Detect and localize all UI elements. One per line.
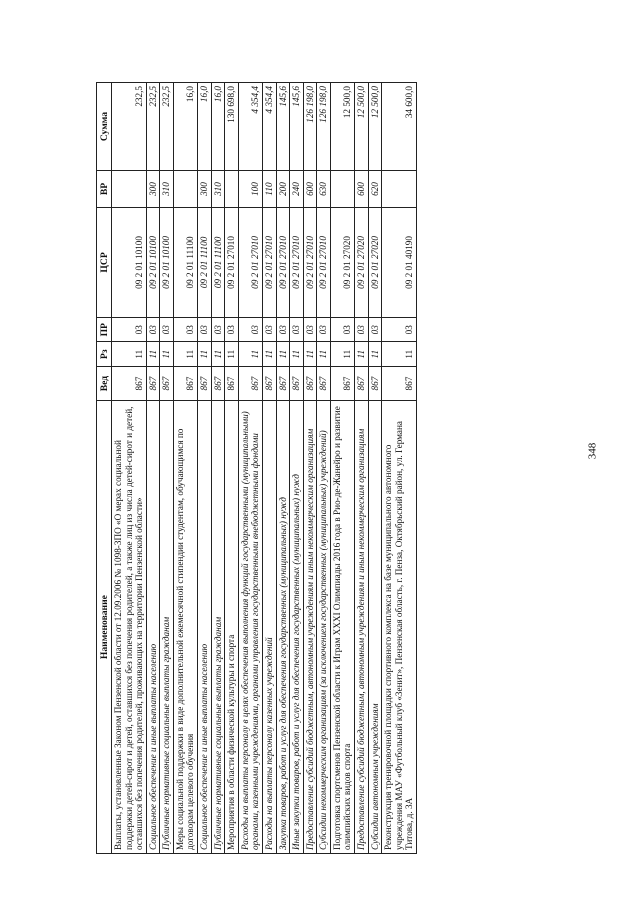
cell-csr: 09 2 01 27010 — [262, 207, 276, 317]
cell-sum: 232,5 — [160, 83, 174, 171]
cell-vr: 600 — [303, 171, 317, 208]
cell-csr: 09 2 01 27020 — [330, 207, 354, 317]
cell-name: Выплаты, установленные Законом Пензенской области от 12.09.2006 № 1098-ЗПО «О мерах социальной поддержки детей-сирот и детей, оставшихся без попечения родителей, а также лиц из числа детей-сирот и детей, оставшихся без попечения родителей, проживающих на территории Пензенской области» — [112, 401, 147, 854]
cell-pr: 03 — [160, 318, 174, 342]
cell-pr: 03 — [354, 318, 368, 342]
cell-ved: 867 — [211, 366, 225, 400]
table-row — [198, 83, 212, 854]
cell-pr: 03 — [368, 318, 382, 342]
table-row — [225, 83, 239, 854]
cell-csr: 09 2 01 10100 — [112, 207, 147, 317]
cell-name: Закупка товаров, работ и услуг для обеспечения государственных (муниципальных) нужд — [276, 401, 290, 854]
cell-ved: 867 — [160, 366, 174, 400]
cell-rz: 11 — [112, 342, 147, 366]
cell-csr: 09 2 01 11100 — [198, 207, 212, 317]
header-ved: Вед — [97, 366, 112, 400]
cell-vr: 300 — [198, 171, 212, 208]
cell-sum: 145,6 — [290, 83, 304, 171]
cell-vr: 630 — [317, 171, 331, 208]
cell-name: Мероприятия в области физической культуры и спорта — [225, 401, 239, 854]
cell-vr: 310 — [160, 171, 174, 208]
cell-rz: 11 — [211, 342, 225, 366]
cell-pr: 03 — [330, 318, 354, 342]
cell-name: Предоставление субсидий бюджетным, автономным учреждениям и иным некоммерческим организациям — [354, 401, 368, 854]
cell-csr: 09 2 01 27010 — [238, 207, 262, 317]
cell-pr: 03 — [198, 318, 212, 342]
cell-name: Субсидии автономным учреждениям — [368, 401, 382, 854]
cell-rz: 11 — [368, 342, 382, 366]
cell-pr: 03 — [276, 318, 290, 342]
cell-csr: 09 2 01 27010 — [290, 207, 304, 317]
cell-rz: 11 — [303, 342, 317, 366]
table-row — [112, 83, 147, 854]
cell-csr: 09 2 01 40190 — [382, 207, 417, 317]
cell-name: Предоставление субсидий бюджетным, автономным учреждениям и иным некоммерческим организациям — [303, 401, 317, 854]
budget-table — [96, 82, 417, 854]
cell-ved: 867 — [303, 366, 317, 400]
cell-ved: 867 — [262, 366, 276, 400]
cell-ved: 867 — [317, 366, 331, 400]
rotated-page — [96, 82, 621, 854]
table-row — [146, 83, 160, 854]
cell-sum: 16,0 — [211, 83, 225, 171]
cell-rz: 11 — [330, 342, 354, 366]
cell-csr: 09 2 01 27010 — [276, 207, 290, 317]
cell-vr — [225, 171, 239, 208]
cell-pr: 03 — [317, 318, 331, 342]
cell-rz: 11 — [146, 342, 160, 366]
cell-sum: 232,5 — [146, 83, 160, 171]
cell-pr: 03 — [173, 318, 197, 342]
cell-pr: 03 — [211, 318, 225, 342]
cell-ved: 867 — [368, 366, 382, 400]
cell-pr: 03 — [262, 318, 276, 342]
cell-pr: 03 — [238, 318, 262, 342]
header-sum: Сумма — [97, 83, 112, 171]
cell-vr: 620 — [368, 171, 382, 208]
cell-csr: 09 2 01 27010 — [317, 207, 331, 317]
table-row — [211, 83, 225, 854]
cell-sum: 16,0 — [198, 83, 212, 171]
header-name: Наименование — [97, 401, 112, 854]
cell-pr: 03 — [382, 318, 417, 342]
cell-name: Субсидии некоммерческим организациям (за исключением государственных (муниципальных) учреждений) — [317, 401, 331, 854]
cell-rz: 11 — [173, 342, 197, 366]
cell-ved: 867 — [146, 366, 160, 400]
table-row — [290, 83, 304, 854]
cell-rz: 11 — [225, 342, 239, 366]
cell-name: Социальное обеспечение и иные выплаты населению — [146, 401, 160, 854]
table-row — [262, 83, 276, 854]
cell-sum: 4 354,4 — [262, 83, 276, 171]
cell-ved: 867 — [382, 366, 417, 400]
cell-vr: 100 — [238, 171, 262, 208]
cell-sum: 130 698,0 — [225, 83, 239, 171]
cell-vr — [112, 171, 147, 208]
cell-csr: 09 2 01 10100 — [160, 207, 174, 317]
cell-csr: 09 2 01 10100 — [146, 207, 160, 317]
cell-rz: 11 — [382, 342, 417, 366]
cell-pr: 03 — [303, 318, 317, 342]
cell-name: Публичные нормативные социальные выплаты гражданам — [160, 401, 174, 854]
header-row — [97, 83, 112, 854]
cell-ved: 867 — [198, 366, 212, 400]
page-number: 348 — [585, 442, 598, 460]
cell-ved: 867 — [173, 366, 197, 400]
cell-ved: 867 — [290, 366, 304, 400]
header-pr: ПР — [97, 318, 112, 342]
cell-vr: 300 — [146, 171, 160, 208]
cell-ved: 867 — [238, 366, 262, 400]
table-row — [354, 83, 368, 854]
cell-vr: 310 — [211, 171, 225, 208]
cell-pr: 03 — [112, 318, 147, 342]
cell-name: Расходы на выплаты персоналу в целях обеспечения выполнения функций государственными (муниципальными) органами, казенными учреждениями, органами управления государственными внебюджетными фондами — [238, 401, 262, 854]
table-row — [330, 83, 354, 854]
cell-rz: 11 — [290, 342, 304, 366]
cell-csr: 09 2 01 27010 — [225, 207, 239, 317]
cell-sum: 16,0 — [173, 83, 197, 171]
cell-sum: 12 500,0 — [368, 83, 382, 171]
cell-sum: 34 600,0 — [382, 83, 417, 171]
cell-sum: 232,5 — [112, 83, 147, 171]
cell-csr: 09 2 01 27020 — [354, 207, 368, 317]
cell-sum: 4 354,4 — [238, 83, 262, 171]
cell-csr: 09 2 01 27010 — [303, 207, 317, 317]
cell-ved: 867 — [225, 366, 239, 400]
cell-sum: 145,6 — [276, 83, 290, 171]
cell-rz: 11 — [354, 342, 368, 366]
cell-name: Меры социальной поддержки в виде дополнительной ежемесячной стипендии студентам, обучающимся по договорам целевого обучения — [173, 401, 197, 854]
cell-ved: 867 — [330, 366, 354, 400]
header-rz: Рз — [97, 342, 112, 366]
cell-name: Подготовка спортсменов Пензенской области к Играм XXXI Олимпиады 2016 года в Рио-де-Жанейро и развитие олимпийских видов спорта — [330, 401, 354, 854]
cell-rz: 11 — [276, 342, 290, 366]
cell-vr — [173, 171, 197, 208]
cell-rz: 11 — [317, 342, 331, 366]
table-body — [112, 83, 417, 854]
cell-pr: 03 — [290, 318, 304, 342]
table-row — [276, 83, 290, 854]
table-row — [160, 83, 174, 854]
cell-pr: 03 — [146, 318, 160, 342]
cell-vr — [330, 171, 354, 208]
table-row — [238, 83, 262, 854]
cell-rz: 11 — [238, 342, 262, 366]
cell-sum: 12 500,0 — [354, 83, 368, 171]
cell-csr: 09 2 01 27020 — [368, 207, 382, 317]
cell-csr: 09 2 01 11100 — [211, 207, 225, 317]
table-row — [303, 83, 317, 854]
cell-sum: 126 198,0 — [303, 83, 317, 171]
table-row — [173, 83, 197, 854]
cell-name: Расходы на выплаты персоналу казенных учреждений — [262, 401, 276, 854]
cell-vr: 200 — [276, 171, 290, 208]
table-row — [368, 83, 382, 854]
cell-ved: 867 — [354, 366, 368, 400]
cell-vr: 600 — [354, 171, 368, 208]
cell-vr: 240 — [290, 171, 304, 208]
cell-vr — [382, 171, 417, 208]
cell-rz: 11 — [198, 342, 212, 366]
header-vr: ВР — [97, 171, 112, 208]
cell-name: Публичные нормативные социальные выплаты гражданам — [211, 401, 225, 854]
cell-name: Иные закупки товаров, работ и услуг для обеспечения государственных (муниципальных) нужд — [290, 401, 304, 854]
table-row — [317, 83, 331, 854]
cell-csr: 09 2 01 11100 — [173, 207, 197, 317]
cell-sum: 12 500,0 — [330, 83, 354, 171]
table-row — [382, 83, 417, 854]
header-csr: ЦСР — [97, 207, 112, 317]
cell-pr: 03 — [225, 318, 239, 342]
cell-rz: 11 — [262, 342, 276, 366]
cell-ved: 867 — [112, 366, 147, 400]
cell-rz: 11 — [160, 342, 174, 366]
cell-vr: 110 — [262, 171, 276, 208]
cell-ved: 867 — [276, 366, 290, 400]
cell-sum: 126 198,0 — [317, 83, 331, 171]
cell-name: Социальное обеспечение и иные выплаты населению — [198, 401, 212, 854]
cell-name: Реконструкция тренировочной площадки спортивного комплекса на базе муниципального автономного учреждения МАУ «Футбольный клуб «Зенит», Пензенская область, г. Пенза, Октябрьский район, ул. Германа Титова, д. 3А — [382, 401, 417, 854]
